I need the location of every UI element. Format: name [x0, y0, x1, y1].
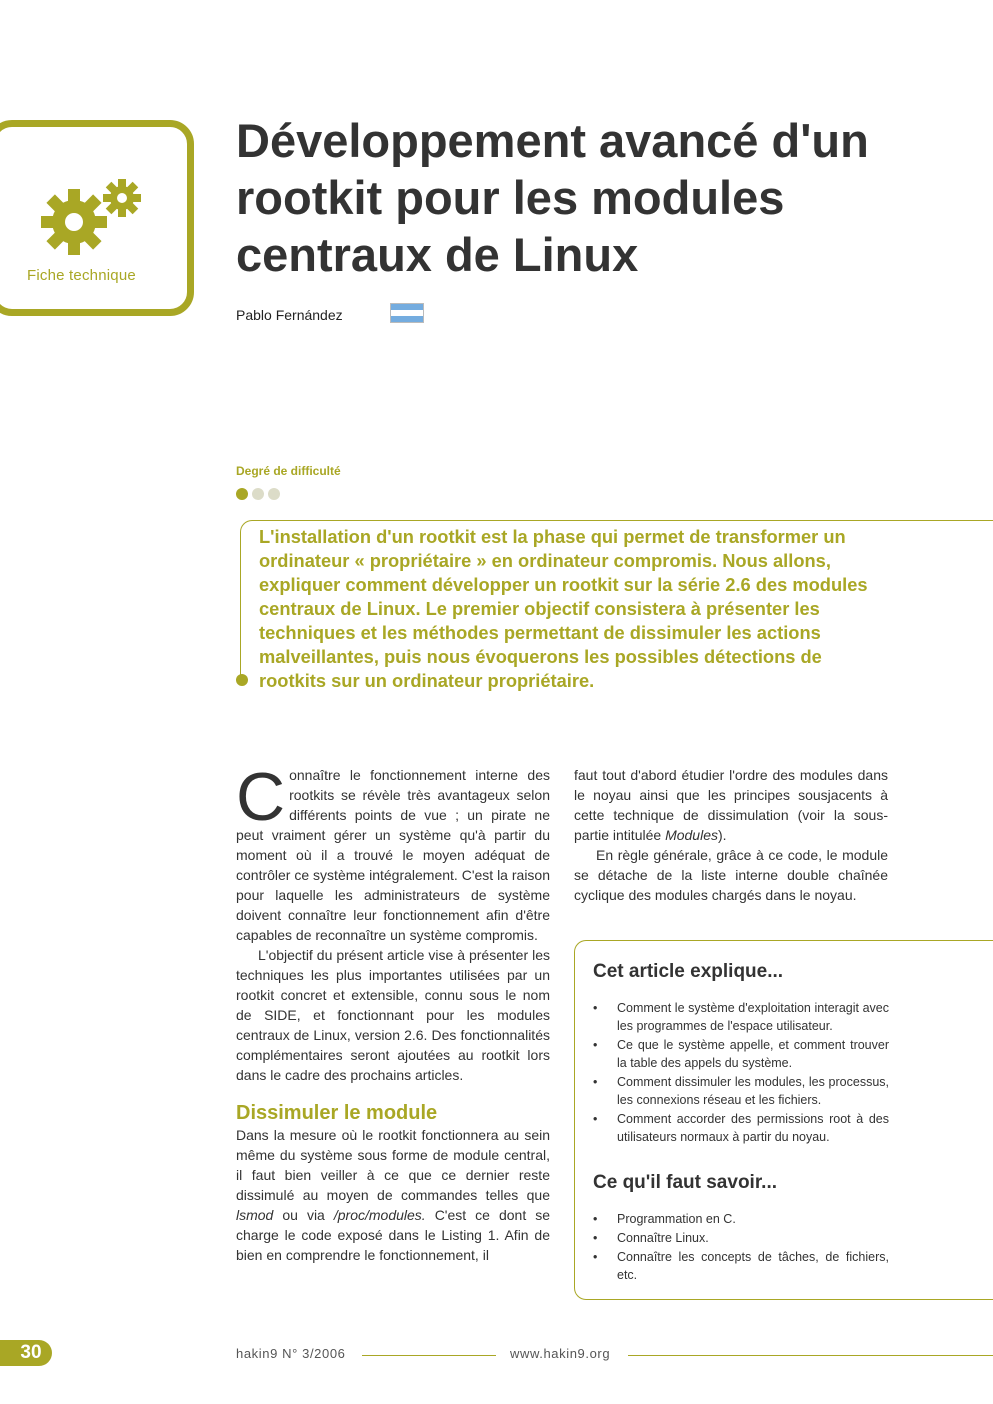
difficulty-dot [268, 488, 280, 500]
drop-cap: C [236, 759, 286, 835]
article-title: Développement avancé d'un rootkit pour les modules centraux de Linux [236, 114, 869, 281]
list-item: • Connaître Linux. [593, 1231, 709, 1245]
list-item: • Programmation en C. [593, 1212, 736, 1226]
info-box-list-explains [593, 999, 889, 1146]
bullet-icon: • [593, 1250, 598, 1264]
bullet-icon: • [593, 1231, 598, 1245]
body-paragraph-3: Dans la mesure où le rootkit fonctionnera au sein même du système sous forme de module central, il faut bien veiller à ce que ce dernier reste dissimulé au moyen de commandes telles que lsmod ou via /proc/modules. C'est ce dont se charge le code exposé dans le Listing 1. Afin de bien en comprendre le fonctionnement, il [236, 1127, 550, 1263]
list-item: • Ce que le système appelle, et comment trouver la table des appels du système. [593, 1038, 889, 1070]
info-box-list-prerequisites [593, 1210, 889, 1284]
section-heading: Dissimuler le module [236, 1102, 438, 1124]
body-paragraph-2: L'objectif du présent article vise à présenter les techniques les plus importantes utilisées par un rootkit concret et extensible, connu sous le nom de SIDE, et fonctionnant pour les modules centraux de Linux, version 2.6. Des fonctionnalités complémentaires seront ajoutées au rootkit lors dans le cadre des prochains articles. [236, 947, 550, 1083]
body-column-right [574, 765, 888, 905]
lead-marker-dot [236, 674, 248, 686]
lead-paragraph: L'installation d'un rootkit est la phase qui permet de transformer un ordinateur « propriétaire » en ordinateur compromis. Nous allons, expliquer comment développer un rootkit sur la série 2.6 des modules centraux de Linux. Le premier objectif consistera à présenter les techniques et les méthodes permettant de dissimuler les actions malveillantes, puis nous évoquerons les possibles détections de rootkits sur un ordinateur propriétaire. [259, 526, 868, 691]
info-box [574, 940, 993, 1300]
bullet-icon: • [593, 1112, 598, 1126]
footer-issue: hakin9 N° 3/2006 [236, 1346, 346, 1361]
footer-rule [628, 1355, 993, 1356]
body-paragraph-5: En règle générale, grâce à ce code, le module se détache de la liste interne double chaînée cyclique des modules chargés dans le noyau. [574, 847, 888, 903]
info-box-heading-explains: Cet article explique... [593, 961, 784, 982]
footer-rule [362, 1355, 496, 1356]
list-item: • Comment le système d'exploitation interagit avec les programmes de l'espace utilisateur. [593, 1001, 889, 1033]
difficulty-dot [252, 488, 264, 500]
list-item: • Connaître les concepts de tâches, de fichiers, etc. [593, 1250, 889, 1282]
argentina-flag-icon [390, 303, 424, 323]
body-paragraph-4: faut tout d'abord étudier l'ordre des modules dans le noyau ainsi que les principes sousjacents à cette technique de dissimulation (voir la sous-partie intitulée Modules). [574, 767, 888, 843]
list-item: • Comment dissimuler les modules, les processus, les connexions réseau et les fichiers. [593, 1075, 889, 1107]
difficulty-rating [236, 487, 284, 501]
bullet-icon: • [593, 1038, 598, 1052]
info-box-heading-prerequisites: Ce qu'il faut savoir... [593, 1172, 778, 1193]
author-name: Pablo Fernández [236, 307, 343, 323]
section-label: Fiche technique [27, 267, 136, 284]
body-column-left [236, 759, 550, 1265]
difficulty-label: Degré de difficulté [236, 464, 341, 478]
page-number: 30 [20, 1342, 42, 1363]
footer-url: www.hakin9.org [510, 1346, 611, 1361]
bullet-icon: • [593, 1001, 598, 1015]
gears-icon [36, 178, 146, 258]
bullet-icon: • [593, 1212, 598, 1226]
bullet-icon: • [593, 1075, 598, 1089]
body-paragraph-1: Connaître le fonctionnement interne des rootkits se révèle très avantageux selon différents points de vue ; un pirate ne peut vraiment gérer un système qu'à partir du moment où il a trouvé le moyen adéquat de contrôler ce système intégralement. C'est la raison pour laquelle les administrateurs de système doivent connaître leur fonctionnement afin d'être capables de reconnaître un système compromis. [236, 759, 550, 943]
list-item: • Comment accorder des permissions root à des utilisateurs normaux à partir du noyau. [593, 1112, 889, 1144]
difficulty-dot [236, 488, 248, 500]
